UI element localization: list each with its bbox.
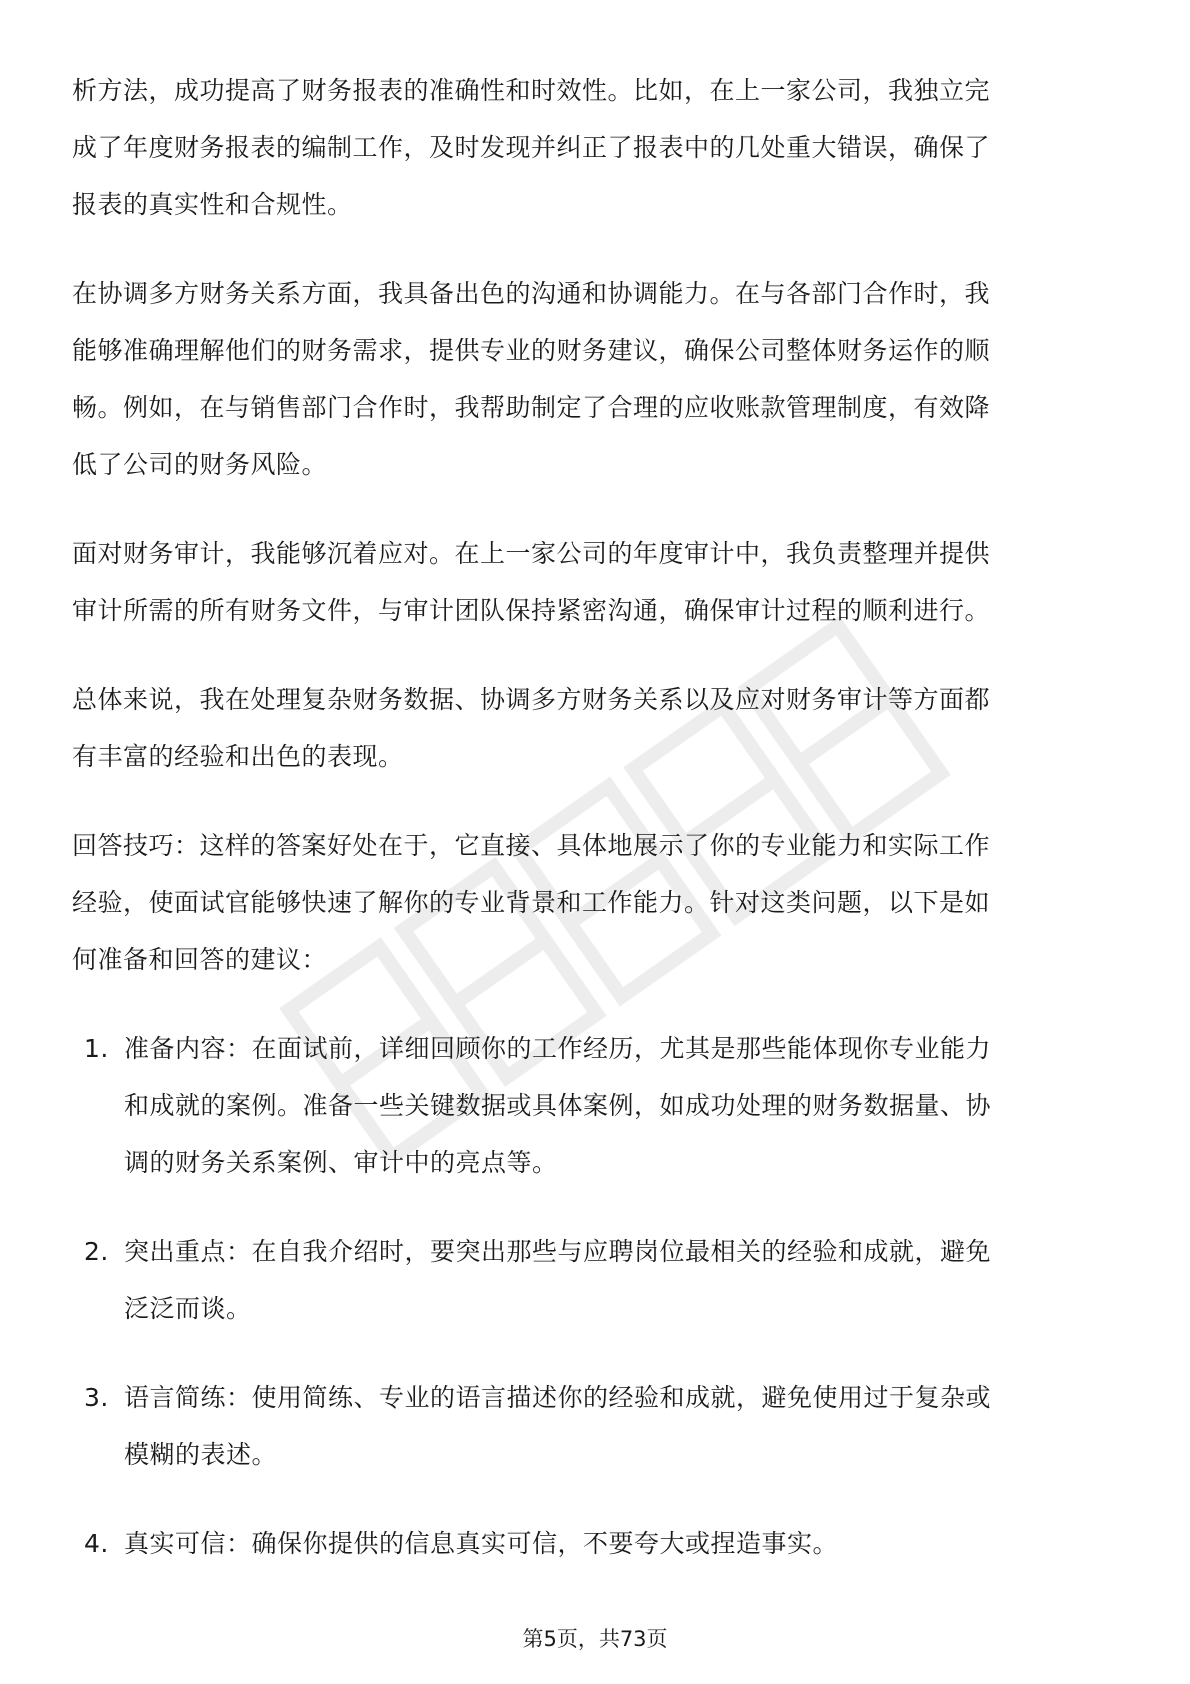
text-line: 真实可信：确保你提供的信息真实可信，不要夸大或捏造事实。 [124, 1529, 839, 1558]
text-line: 总体来说，我在处理复杂财务数据、协调多方财务关系以及应对财务审计等方面都 [72, 685, 991, 714]
list-number: 2. [84, 1237, 109, 1266]
text-line: 析方法，成功提高了财务报表的准确性和时效性。比如，在上一家公司，我独立完 [72, 76, 991, 105]
text-line: 调的财务关系案例、审计中的亮点等。 [124, 1148, 558, 1177]
text-line: 泛泛而谈。 [124, 1294, 252, 1323]
text-line: 模糊的表述。 [124, 1440, 278, 1469]
page-number: 第5页，共73页 [522, 1627, 668, 1651]
paragraph [72, 525, 1118, 639]
text-line: 在协调多方财务关系方面，我具备出色的沟通和协调能力。在与各部门合作时，我 [72, 279, 991, 308]
text-line: 审计所需的所有财务文件，与审计团队保持紧密沟通，确保审计过程的顺利进行。 [72, 596, 991, 625]
text-line: 准备内容：在面试前，详细回顾你的工作经历，尤其是那些能体现你专业能力 [124, 1034, 992, 1063]
text-line: 突出重点：在自我介绍时，要突出那些与应聘岗位最相关的经验和成就，避免 [124, 1237, 992, 1266]
text-line: 经验，使面试官能够快速了解你的专业背景和工作能力。针对这类问题，以下是如 [72, 888, 991, 917]
list-item [72, 1369, 1118, 1483]
list-number: 1. [84, 1034, 109, 1063]
text-line: 低了公司的财务风险。 [72, 450, 328, 479]
paragraph [72, 671, 1118, 785]
page-content [72, 62, 1118, 1604]
paragraph [72, 62, 1118, 233]
text-line: 畅。例如，在与销售部门合作时，我帮助制定了合理的应收账款管理制度，有效降 [72, 393, 991, 422]
text-line: 何准备和回答的建议： [72, 945, 328, 974]
list-number: 3. [84, 1383, 109, 1412]
text-line: 能够准确理解他们的财务需求，提供专业的财务建议，确保公司整体财务运作的顺 [72, 336, 991, 365]
text-line: 和成就的案例。准备一些关键数据或具体案例，如成功处理的财务数据量、协 [124, 1091, 992, 1120]
list-number: 4. [84, 1529, 109, 1558]
text-line: 语言简练：使用简练、专业的语言描述你的经验和成就，避免使用过于复杂或 [124, 1383, 992, 1412]
text-line: 面对财务审计，我能够沉着应对。在上一家公司的年度审计中，我负责整理并提供 [72, 539, 991, 568]
list-item [72, 1515, 1118, 1572]
list-item [72, 1223, 1118, 1337]
text-line: 成了年度财务报表的编制工作，及时发现并纠正了报表中的几处重大错误，确保了 [72, 133, 991, 162]
text-line: 回答技巧：这样的答案好处在于，它直接、具体地展示了你的专业能力和实际工作 [72, 831, 991, 860]
numbered-list [72, 1020, 1118, 1572]
text-line: 报表的真实性和合规性。 [72, 190, 353, 219]
list-item [72, 1020, 1118, 1191]
paragraph [72, 265, 1118, 493]
text-line: 有丰富的经验和出色的表现。 [72, 742, 404, 771]
paragraph [72, 817, 1118, 988]
